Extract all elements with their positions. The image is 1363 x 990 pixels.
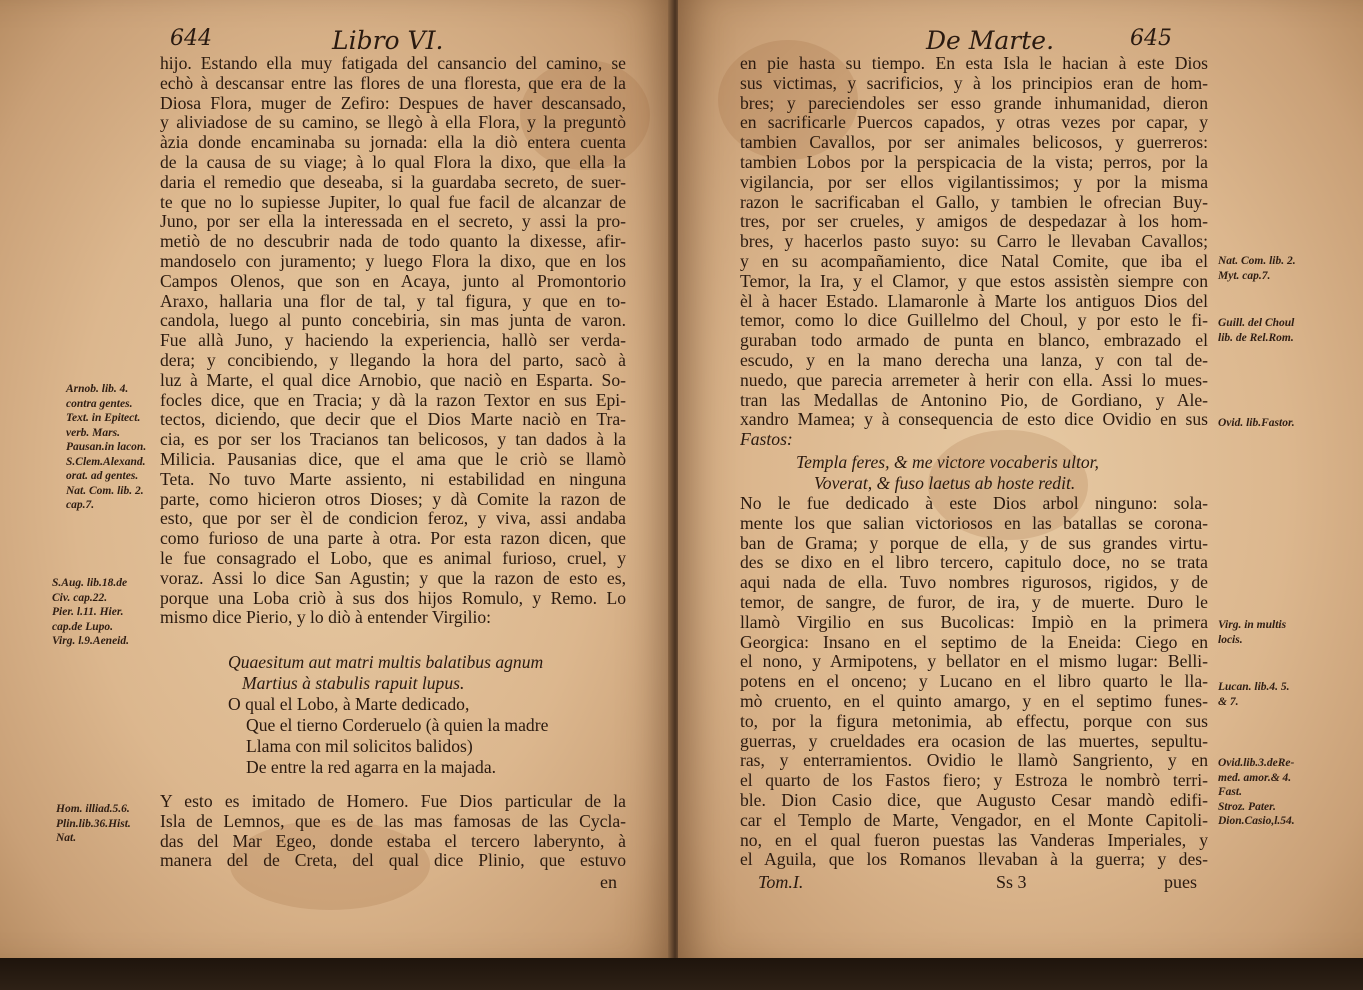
marginal-note — [56, 802, 131, 846]
text-line: focles dice, que en Tracia; y dà la razon Textor en sus Epi- — [160, 390, 626, 410]
note-line: Myt. cap.7. — [1218, 269, 1271, 282]
text-line: parte, como hicieron otros Dioses; y dà Comite la razon de — [160, 489, 626, 509]
note-line: Civ. cap.22. — [52, 591, 108, 604]
text-line: Araxo, hallaria una flor de tal, y tal figura, y que en to- — [160, 291, 626, 311]
note-line: Stroz. Pater. — [1218, 800, 1276, 813]
note-line: Ovid. lib.Fastor. — [1218, 417, 1295, 429]
text-line: vigilancia, por ser ellos vigilantissimos; y por la misma — [740, 172, 1208, 192]
text-line: metiò de no descubrir nada de todo quanto la dixesse, afir- — [160, 232, 626, 252]
text-line: te que no lo supiesse Jupiter, lo qual fue facil de alcanzar de — [160, 192, 626, 212]
note-line: Arnob. lib. 4. — [66, 383, 129, 395]
text-line: bres; y pareciendoles ser esso grande inhumanidad, dieron — [740, 93, 1208, 113]
text-line: como furioso de una parte à otra. Por esta razon dicen, que — [160, 529, 626, 549]
text-line: le fue consagrado el Lobo, que es animal furioso, cruel, y — [160, 548, 626, 568]
text-line: Juno, por ser ella la interessada en el secreto, y assi la pro- — [160, 212, 626, 232]
note-line: Lucan. lib.4. 5. — [1218, 681, 1290, 693]
left-page — [0, 0, 672, 960]
marginal-note — [66, 382, 146, 513]
text-line: aqui nada de ella. Tuvo nombres rigurosos, rigidos, y de — [740, 573, 1208, 593]
verse-line: O qual el Lobo, à Marte dedicado, — [228, 694, 470, 714]
body-text — [740, 54, 1208, 450]
text-line: temor, de sangre, de furor, de ira, y de muerte. Duro le — [740, 592, 1208, 612]
text-line: en sacrificarle Puercos capados, y otras vezes por capar, y — [740, 113, 1208, 133]
text-line: tres, por ser crueles, y amigos de despedazar à los hom- — [740, 212, 1208, 232]
text-line: Fastos: — [740, 430, 793, 450]
catchword: pues — [1164, 872, 1197, 892]
text-line: en pie hasta su tiempo. En esta Isla le hacian à este Dios — [740, 54, 1208, 73]
text-line: tectos, diciendo, que decir que el Dios Marte naciò en Tra- — [160, 410, 626, 430]
marginal-note — [1218, 756, 1295, 829]
note-line: contra gentes. — [66, 397, 133, 410]
text-line: hijo. Estando ella muy fatigada del cansancio del camino, se — [160, 54, 626, 73]
note-line: S.Clem.Alexand. — [66, 455, 146, 468]
text-line: el quarto de los Fastos fiero; y Estroza le nombrò terri- — [740, 771, 1208, 791]
text-line: porque una Loba criò à sus dos hijos Romulo, y Remo. Lo — [160, 588, 626, 608]
running-head: De Marte. — [926, 26, 1055, 55]
note-line: Ovid.lib.3.deRe- — [1218, 757, 1295, 769]
text-line: mismo dice Pierio, y lo diò à entender Virgilio: — [160, 608, 492, 628]
text-line: dera; y concibiendo, y llegando la hora del parto, sacò à — [160, 350, 626, 370]
text-line: sus victimas, y sacrificios, y à los principios eran de hom- — [740, 73, 1208, 93]
text-line: candola, luego al punto concebiria, sin mas junta de varon. — [160, 311, 626, 331]
text-line: Temor, la Ira, y el Clamor, y que estos assistèn siempre con — [740, 271, 1208, 291]
text-line: to, por la figura metonimia, ab effectu, porque con sus — [740, 711, 1208, 731]
note-line: Hom. illiad.5.6. — [56, 803, 130, 815]
note-line: Pier. l.11. Hier. — [52, 606, 124, 618]
note-line: med. amor.& 4. — [1218, 771, 1292, 784]
text-line: car el Templo de Marte, Vengador, en el Monte Capitoli- — [740, 810, 1208, 830]
text-line: Diosa Flora, muger de Zefiro: Despues de haver descansado, — [160, 93, 626, 113]
text-line: tambien Cavallos, por ser animales belicosos, y guerreros: — [740, 133, 1208, 153]
body-text — [160, 792, 626, 871]
note-line: Plin.lib.36.Hist. — [56, 817, 131, 830]
text-line: y en su acompañamiento, dice Natal Comite, que iba el — [740, 251, 1208, 271]
text-line: No le fue dedicado à este Dios arbol ninguno: sola- — [740, 494, 1208, 513]
verse-line: Quaesitum aut matri multis balatibus agnum — [228, 652, 544, 672]
text-line: nuedo, que parecia arremeter à herir con ella. Assi lo mues- — [740, 370, 1208, 390]
text-line: de la causa de su viage; à lo qual Flora la dixo, que ella la — [160, 152, 626, 172]
text-line: xandro Mamea; y à consequencia de esto dice Ovidio en sus — [740, 410, 1208, 430]
note-line: Dion.Casio,l.54. — [1218, 815, 1295, 827]
text-line: Isla de Lemnos, que es de las mas famosas de las Cycla- — [160, 811, 626, 831]
text-line: llamò Virgilio en sus Bucolicas: Impiò en la primera — [740, 612, 1208, 632]
text-line: echò à descansar entre las flores de una floresta, que era de la — [160, 73, 626, 93]
body-text — [160, 54, 626, 628]
text-line: el nono, y Armipotens, y bellator en el mismo lugar: Belli- — [740, 652, 1208, 672]
right-page — [678, 0, 1363, 960]
text-line: manera del de Creta, del qual dice Plinio, que estuvo — [160, 851, 626, 871]
text-line: escudo, y en la mano derecha una lanza, y con tal de- — [740, 350, 1208, 370]
verse-line: Templa feres, & me victore vocaberis ultor, — [796, 452, 1099, 472]
note-line: locis. — [1218, 633, 1243, 646]
text-line: Milicia. Pausanias dice, que el ama que le criò se llamò — [160, 449, 626, 469]
note-line: orat. ad gentes. — [66, 470, 139, 482]
gathering-mark: Ss 3 — [996, 872, 1027, 892]
text-line: Fue allà Juno, y haciendo la experiencia, hallò ser verda- — [160, 331, 626, 351]
verse-line: Llama con mil solicitos balidos) — [246, 736, 473, 756]
marginal-note — [1218, 416, 1295, 431]
note-line: & 7. — [1218, 695, 1239, 708]
note-line: Virg. in multis — [1218, 619, 1287, 631]
text-line: guraban todo armado de punta en blanco, embrazado el — [740, 331, 1208, 351]
note-line: Nat. Com. lib. 2. — [1218, 255, 1296, 267]
text-line: daria el remedio que deseaba, si la guardaba secreto, de suer- — [160, 172, 626, 192]
text-line: temor, como lo dice Guillelmo del Choul, y por esto le fi- — [740, 311, 1208, 331]
text-line: das del Mar Egeo, donde estaba el tercero laberynto, à — [160, 831, 626, 851]
text-line: razon le sacrificaban el Gallo, y tambien le ofrecian Buy- — [740, 192, 1208, 212]
marginal-note — [1218, 618, 1286, 647]
text-line: des se dixo en el libro tercero, capitulo doce, no se trata — [740, 553, 1208, 573]
catchword: en — [600, 872, 617, 892]
text-line: Georgica: Insano en el septimo de la Eneida: Ciego en — [740, 632, 1208, 652]
text-line: tran las Medallas de Antonino Pio, de Gordiano, y Ale- — [740, 390, 1208, 410]
marginal-note — [1218, 680, 1290, 709]
note-line: Nat. — [56, 832, 77, 844]
running-head: Libro VI. — [332, 26, 444, 55]
text-line: ras, y enterramientos. Ovidio le llamò Sangriento, y en — [740, 751, 1208, 771]
note-line: verb. Mars. — [66, 426, 120, 439]
text-line: ban de Grama; y porque de ella, y de sus grandes virtu- — [740, 533, 1208, 553]
text-line: el Aguila, que los Romanos llevaban à la guerra; y des- — [740, 850, 1208, 870]
text-line: esto, que por ser èl de condicion feroz, y viva, assi andaba — [160, 509, 626, 529]
volume-signature: Tom.I. — [758, 872, 804, 892]
note-line: lib. de Rel.Rom. — [1218, 331, 1294, 344]
verse-line: Voverat, & fuso laetus ab hoste redit. — [814, 473, 1076, 493]
marginal-note — [52, 576, 129, 649]
verse-line: Que el tierno Corderuelo (à quien la madre — [246, 715, 549, 735]
verse-block — [228, 652, 548, 778]
book-edge — [0, 958, 1363, 990]
text-line: cia, es por ser los Tracianos tan belicosos, y tan dados à la — [160, 430, 626, 450]
text-line: y aliviadose de su camino, se llegò à ella Flora, y la preguntò — [160, 113, 626, 133]
text-line: bres, y hacerlos pasto suyo: su Carro le llevaban Cavallos; — [740, 232, 1208, 252]
text-line: luz à Marte, el qual dice Arnobio, que naciò en Esparta. So- — [160, 370, 626, 390]
note-line: Fast. — [1218, 786, 1242, 798]
text-line: no, en el qual fueron puestas las Vanderas Imperiales, y — [740, 830, 1208, 850]
note-line: Guill. del Choul — [1218, 317, 1295, 329]
text-line: mandoselo con juramento; y luego Flora la dixo, que en los — [160, 251, 626, 271]
marginal-note — [1218, 316, 1294, 345]
text-line: tambien Lobos por la perspicacia de la vista; perros, por la — [740, 152, 1208, 172]
text-line: Teta. No tuvo Marte assiento, ni estabilidad en ninguna — [160, 469, 626, 489]
page-number: 645 — [1130, 26, 1172, 51]
text-line: Campos Olenos, que son en Acaya, junto al Promontorio — [160, 271, 626, 291]
marginal-note — [1218, 254, 1296, 283]
text-line: guerras, y crueldades era ocasion de las muertes, sepultu- — [740, 731, 1208, 751]
text-line: mente los que salian victoriosos en las batallas se corona- — [740, 513, 1208, 533]
verse-line: Martius à stabulis rapuit lupus. — [242, 673, 465, 693]
text-line: Y esto es imitado de Homero. Fue Dios particular de la — [160, 792, 626, 811]
verse-line: De entre la red agarra en la majada. — [246, 757, 497, 777]
note-line: cap.de Lupo. — [52, 620, 114, 633]
note-line: Pausan.in lacon. — [66, 441, 147, 453]
note-line: S.Aug. lib.18.de — [52, 577, 128, 589]
text-line: èl à hacer Estado. Llamaronle à Marte los antiguos Dios del — [740, 291, 1208, 311]
page-number: 644 — [170, 26, 212, 51]
note-line: Text. in Epitect. — [66, 412, 141, 424]
text-line: mò cruento, en el quinto amargo, y en el septimo funes- — [740, 691, 1208, 711]
text-line: àzia donde encaminaba su jornada: ella la diò entera cuenta — [160, 133, 626, 153]
text-line: voraz. Assi lo dice San Agustin; y que la razon de esto es, — [160, 568, 626, 588]
text-line: potens en el onceno; y Lucano en el libro quarto le lla- — [740, 672, 1208, 692]
body-text — [740, 494, 1208, 870]
note-line: Nat. Com. lib. 2. — [66, 484, 144, 497]
note-line: cap.7. — [66, 499, 95, 511]
note-line: Virg. l.9.Aeneid. — [52, 635, 129, 647]
verse-block — [796, 452, 1099, 494]
text-line: ble. Dion Casio dice, que Augusto Cesar mandò edifi- — [740, 790, 1208, 810]
